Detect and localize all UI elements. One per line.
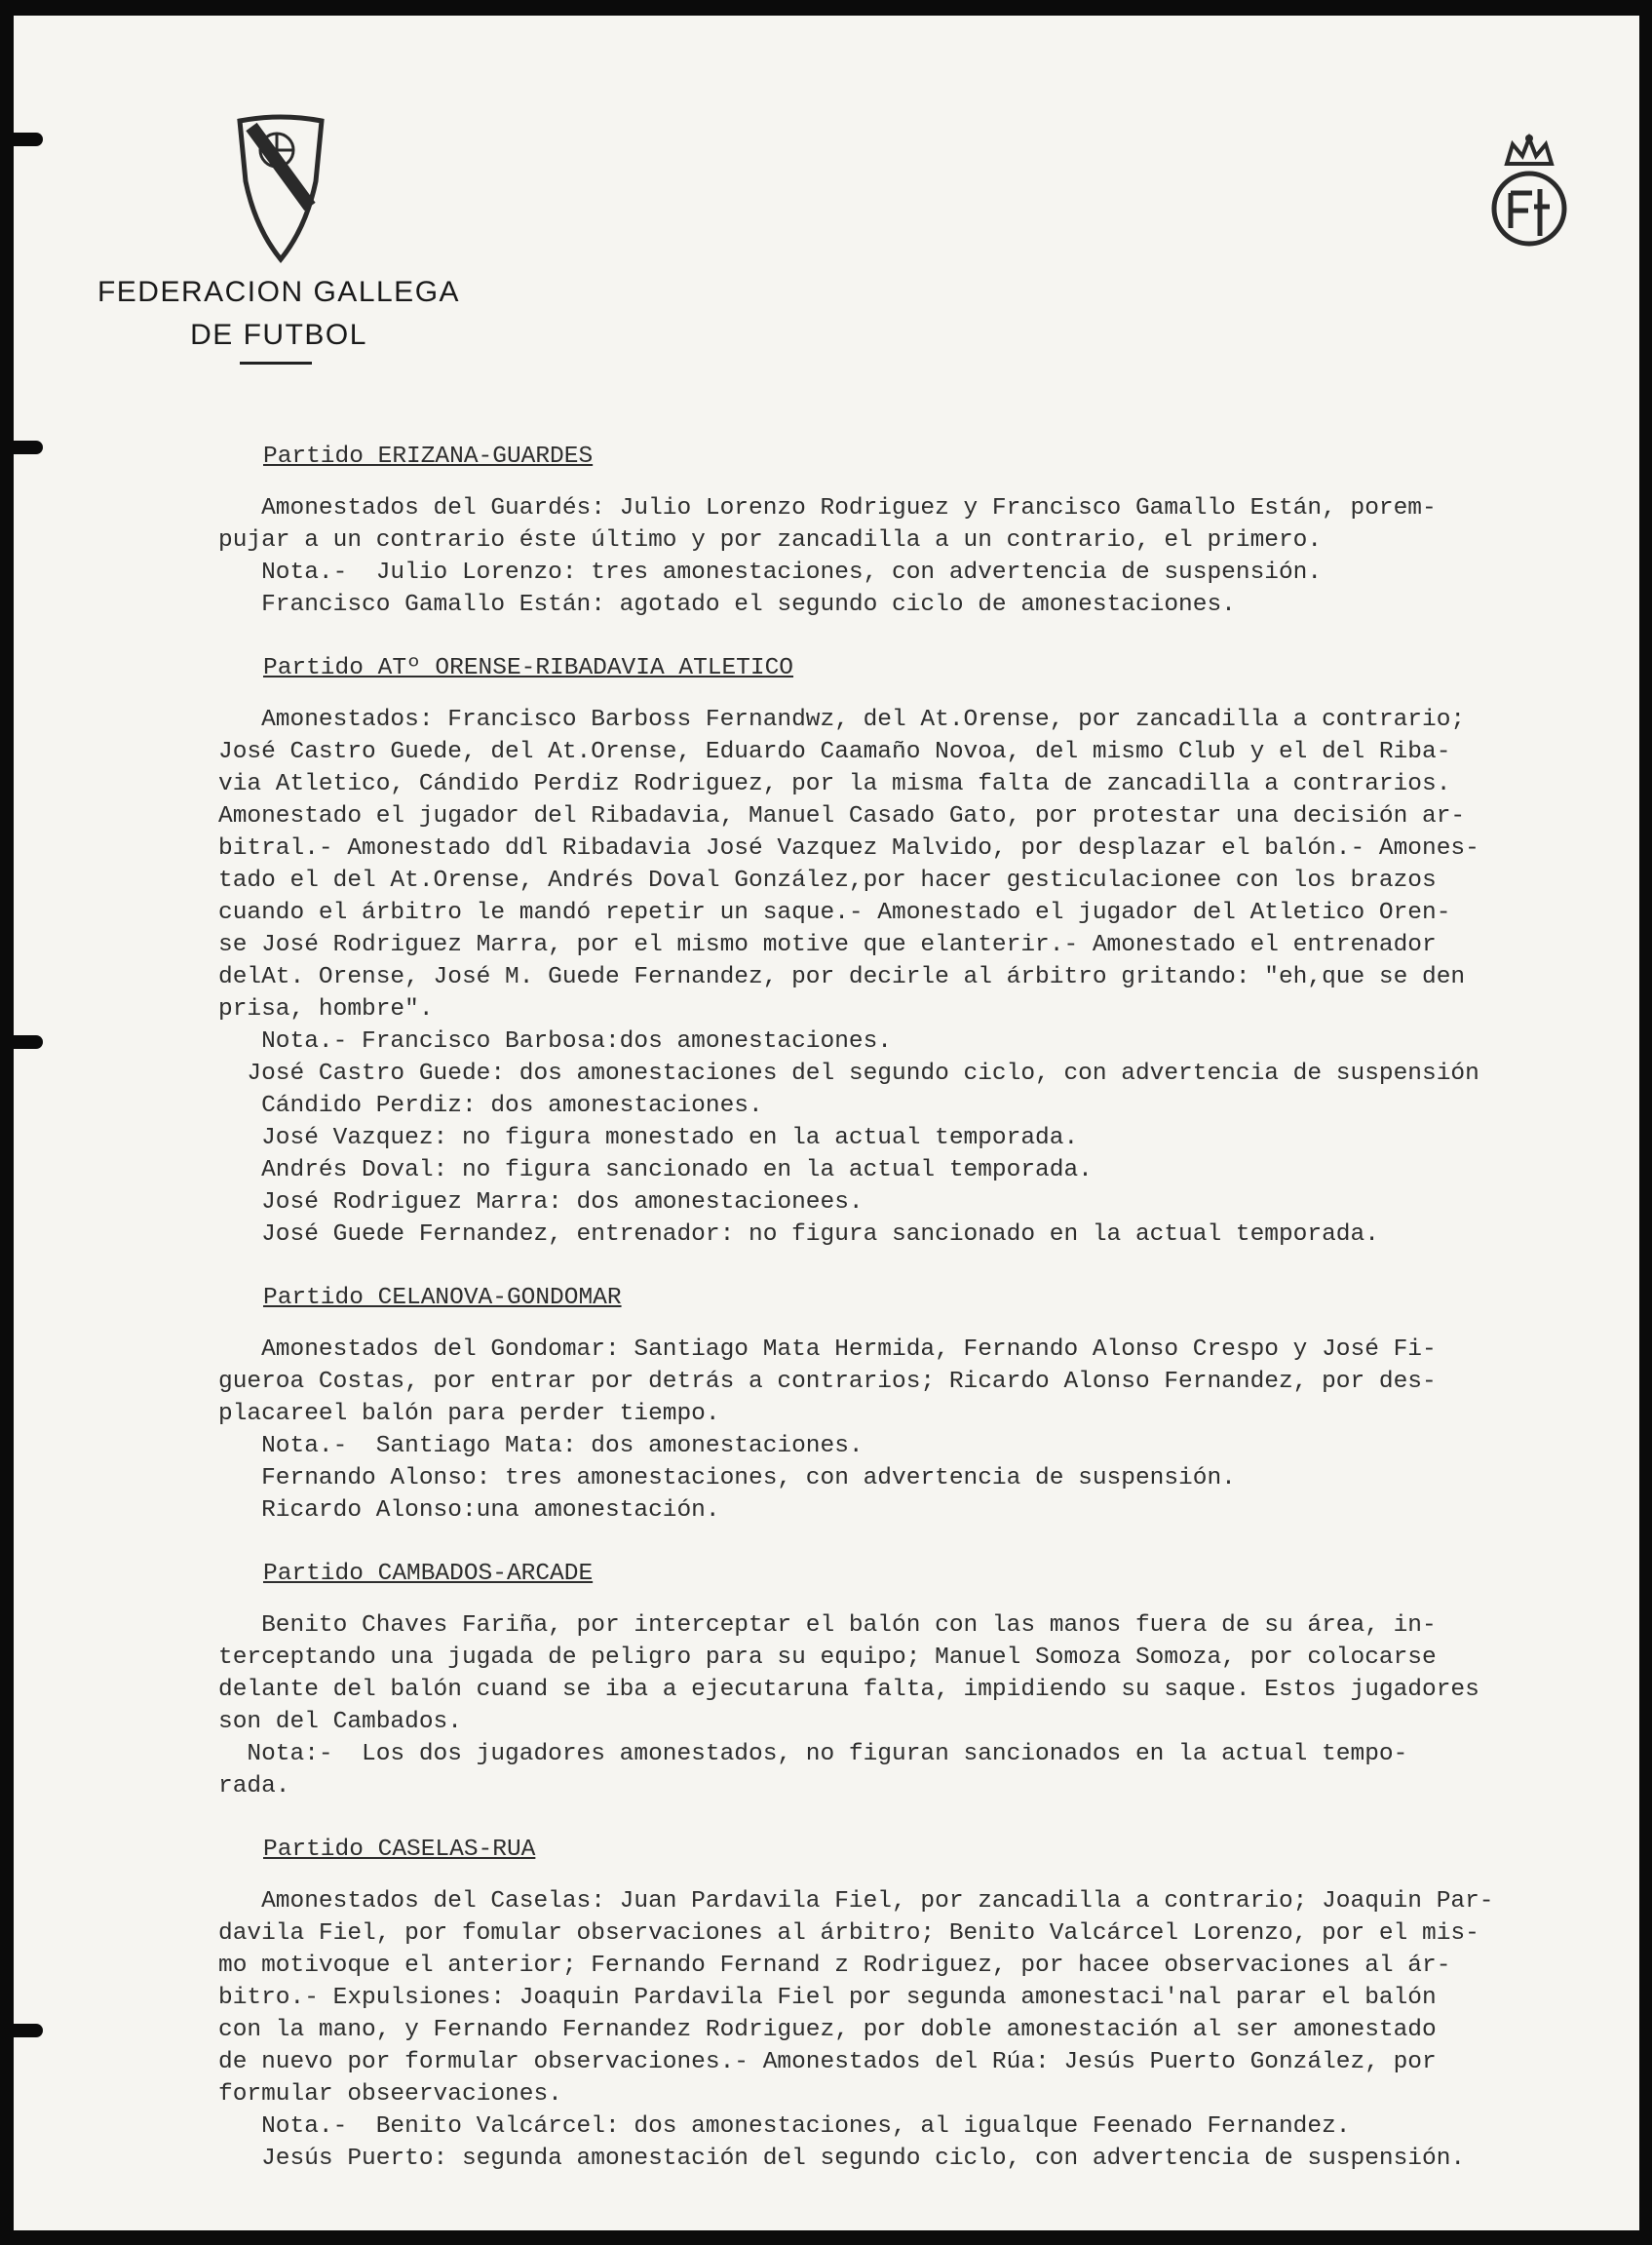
text-line: Nota.- Santiago Mata: dos amonestaciones. [218,1433,864,1459]
text-line: Fernando Alonso: tres amonestaciones, con advertencia de suspensión. [218,1465,1236,1491]
federation-name [74,271,483,357]
match-title: Partido CELANOVA-GONDOMAR [263,1285,622,1311]
match-section [218,1282,1622,1527]
binder-hole [14,133,43,146]
text-line: cuando el árbitro le mandó repetir un saque.- Amonestado el jugador del Atletico Oren- [218,900,1451,926]
text-line: pujar a un contrario éste último y por zancadilla a un contrario, el primero. [218,527,1323,554]
text-line: placareel balón para perder tiempo. [218,1401,720,1427]
text-line: Ricardo Alonso:una amonestación. [218,1497,720,1524]
match-title: Partido CAMBADOS-ARCADE [263,1561,594,1587]
text-line: José Rodriguez Marra: dos amonestacionees. [218,1189,864,1216]
text-line: Nota.- Francisco Barbosa:dos amonestaciones. [218,1028,893,1055]
text-line: Andrés Doval: no figura sancionado en la actual temporada. [218,1157,1093,1183]
match-section [218,1834,1622,2175]
text-line: de nuevo por formular observaciones.- Amonestados del Rúa: Jesús Puerto González, por [218,2049,1437,2075]
letterhead-rule [240,362,312,365]
federation-shield-logo [232,113,329,269]
text-line: Amonestados: Francisco Barboss Fernandwz, del At.Orense, por zancadilla a contrario; [218,707,1466,733]
match-section [218,1558,1622,1802]
text-line: davila Fiel, por fomular observaciones al árbitro; Benito Valcárcel Lorenzo, por el mis- [218,1920,1479,1947]
text-line: Nota.- Julio Lorenzo: tres amonestaciones, con advertencia de suspensión. [218,560,1323,586]
match-section [218,441,1622,621]
text-line: Amonestado el jugador del Ribadavia, Manuel Casado Gato, por protestar una decisión ar- [218,803,1466,830]
match-title: Partido CASELAS-RUA [263,1837,536,1863]
text-line: tado el del At.Orense, Andrés Doval González,por hacer gesticulacionee con los brazos [218,868,1437,894]
org-line-2: DE FUTBOL [190,319,367,351]
text-line: se José Rodriguez Marra, por el mismo motive que elanterir.- Amonestado el entrenador [218,932,1437,958]
text-line: formular obseervaciones. [218,2081,562,2108]
text-line: delAt. Orense, José M. Guede Fernandez, por decirle al árbitro gritando: "eh,que se den [218,964,1466,990]
text-line: José Guede Fernandez, entrenador: no figura sancionado en la actual temporada. [218,1221,1379,1248]
rfef-crown-emblem [1485,133,1573,259]
text-line: prisa, hombre". [218,996,434,1023]
text-line: delante del balón cuand se iba a ejecutaruna falta, impidiendo su saque. Estos jugadores [218,1677,1479,1703]
match-title: Partido ATº ORENSE-RIBADAVIA ATLETICO [263,655,793,681]
text-line: Cándido Perdiz: dos amonestaciones. [218,1093,763,1119]
binder-hole [14,441,43,454]
text-line: Nota:- Los dos jugadores amonestados, no figuran sancionados en la actual tempo- [218,1741,1408,1767]
text-line: Amonestados del Gondomar: Santiago Mata Hermida, Fernando Alonso Crespo y José Fi- [218,1336,1437,1363]
text-line: José Castro Guede, del At.Orense, Eduardo Caamaño Novoa, del mismo Club y el del Riba- [218,739,1451,765]
text-line: rada. [218,1773,290,1800]
text-line: Francisco Gamallo Están: agotado el segundo ciclo de amonestaciones. [218,592,1236,618]
text-line: bitral.- Amonestado ddl Ribadavia José Vazquez Malvido, por desplazar el balón.- Amones- [218,835,1479,862]
binder-hole [14,2024,43,2037]
text-line: Nota.- Benito Valcárcel: dos amonestaciones, al igualque Feenado Fernandez. [218,2113,1351,2140]
text-line: via Atletico, Cándido Perdiz Rodriguez, por la misma falta de zancadilla a contrarios. [218,771,1451,797]
binder-hole [14,1035,43,1049]
match-title: Partido ERIZANA-GUARDES [263,444,594,470]
document-page [14,16,1639,2230]
text-line: Amonestados del Caselas: Juan Pardavila Fiel, por zancadilla a contrario; Joaquin Par- [218,1888,1494,1915]
text-line: gueroa Costas, por entrar por detrás a contrarios; Ricardo Alonso Fernandez, por des- [218,1369,1437,1395]
text-line: mo motivoque el anterior; Fernando Fernand z Rodriguez, por hacee observaciones al ár- [218,1953,1451,1979]
match-section [218,652,1622,1251]
text-line: José Castro Guede: dos amonestaciones del segundo ciclo, con advertencia de suspensión [218,1061,1479,1087]
org-line-1: FEDERACION GALLEGA [96,276,461,308]
text-line: con la mano, y Fernando Fernandez Rodriguez, por doble amonestación al ser amonestado [218,2017,1437,2043]
text-line: son del Cambados. [218,1709,462,1735]
text-line: Benito Chaves Fariña, por interceptar el balón con las manos fuera de su área, in- [218,1612,1437,1639]
text-line: bitro.- Expulsiones: Joaquin Pardavila Fiel por segunda amonestaci'nal parar el balón [218,1985,1437,2011]
document-body [218,441,1622,2206]
text-line: Amonestados del Guardés: Julio Lorenzo Rodriguez y Francisco Gamallo Están, porem- [218,495,1437,522]
text-line: terceptando una jugada de peligro para su equipo; Manuel Somoza Somoza, por colocarse [218,1645,1437,1671]
text-line: Jesús Puerto: segunda amonestación del segundo ciclo, con advertencia de suspensión. [218,2146,1466,2172]
text-line: José Vazquez: no figura monestado en la actual temporada. [218,1125,1079,1151]
